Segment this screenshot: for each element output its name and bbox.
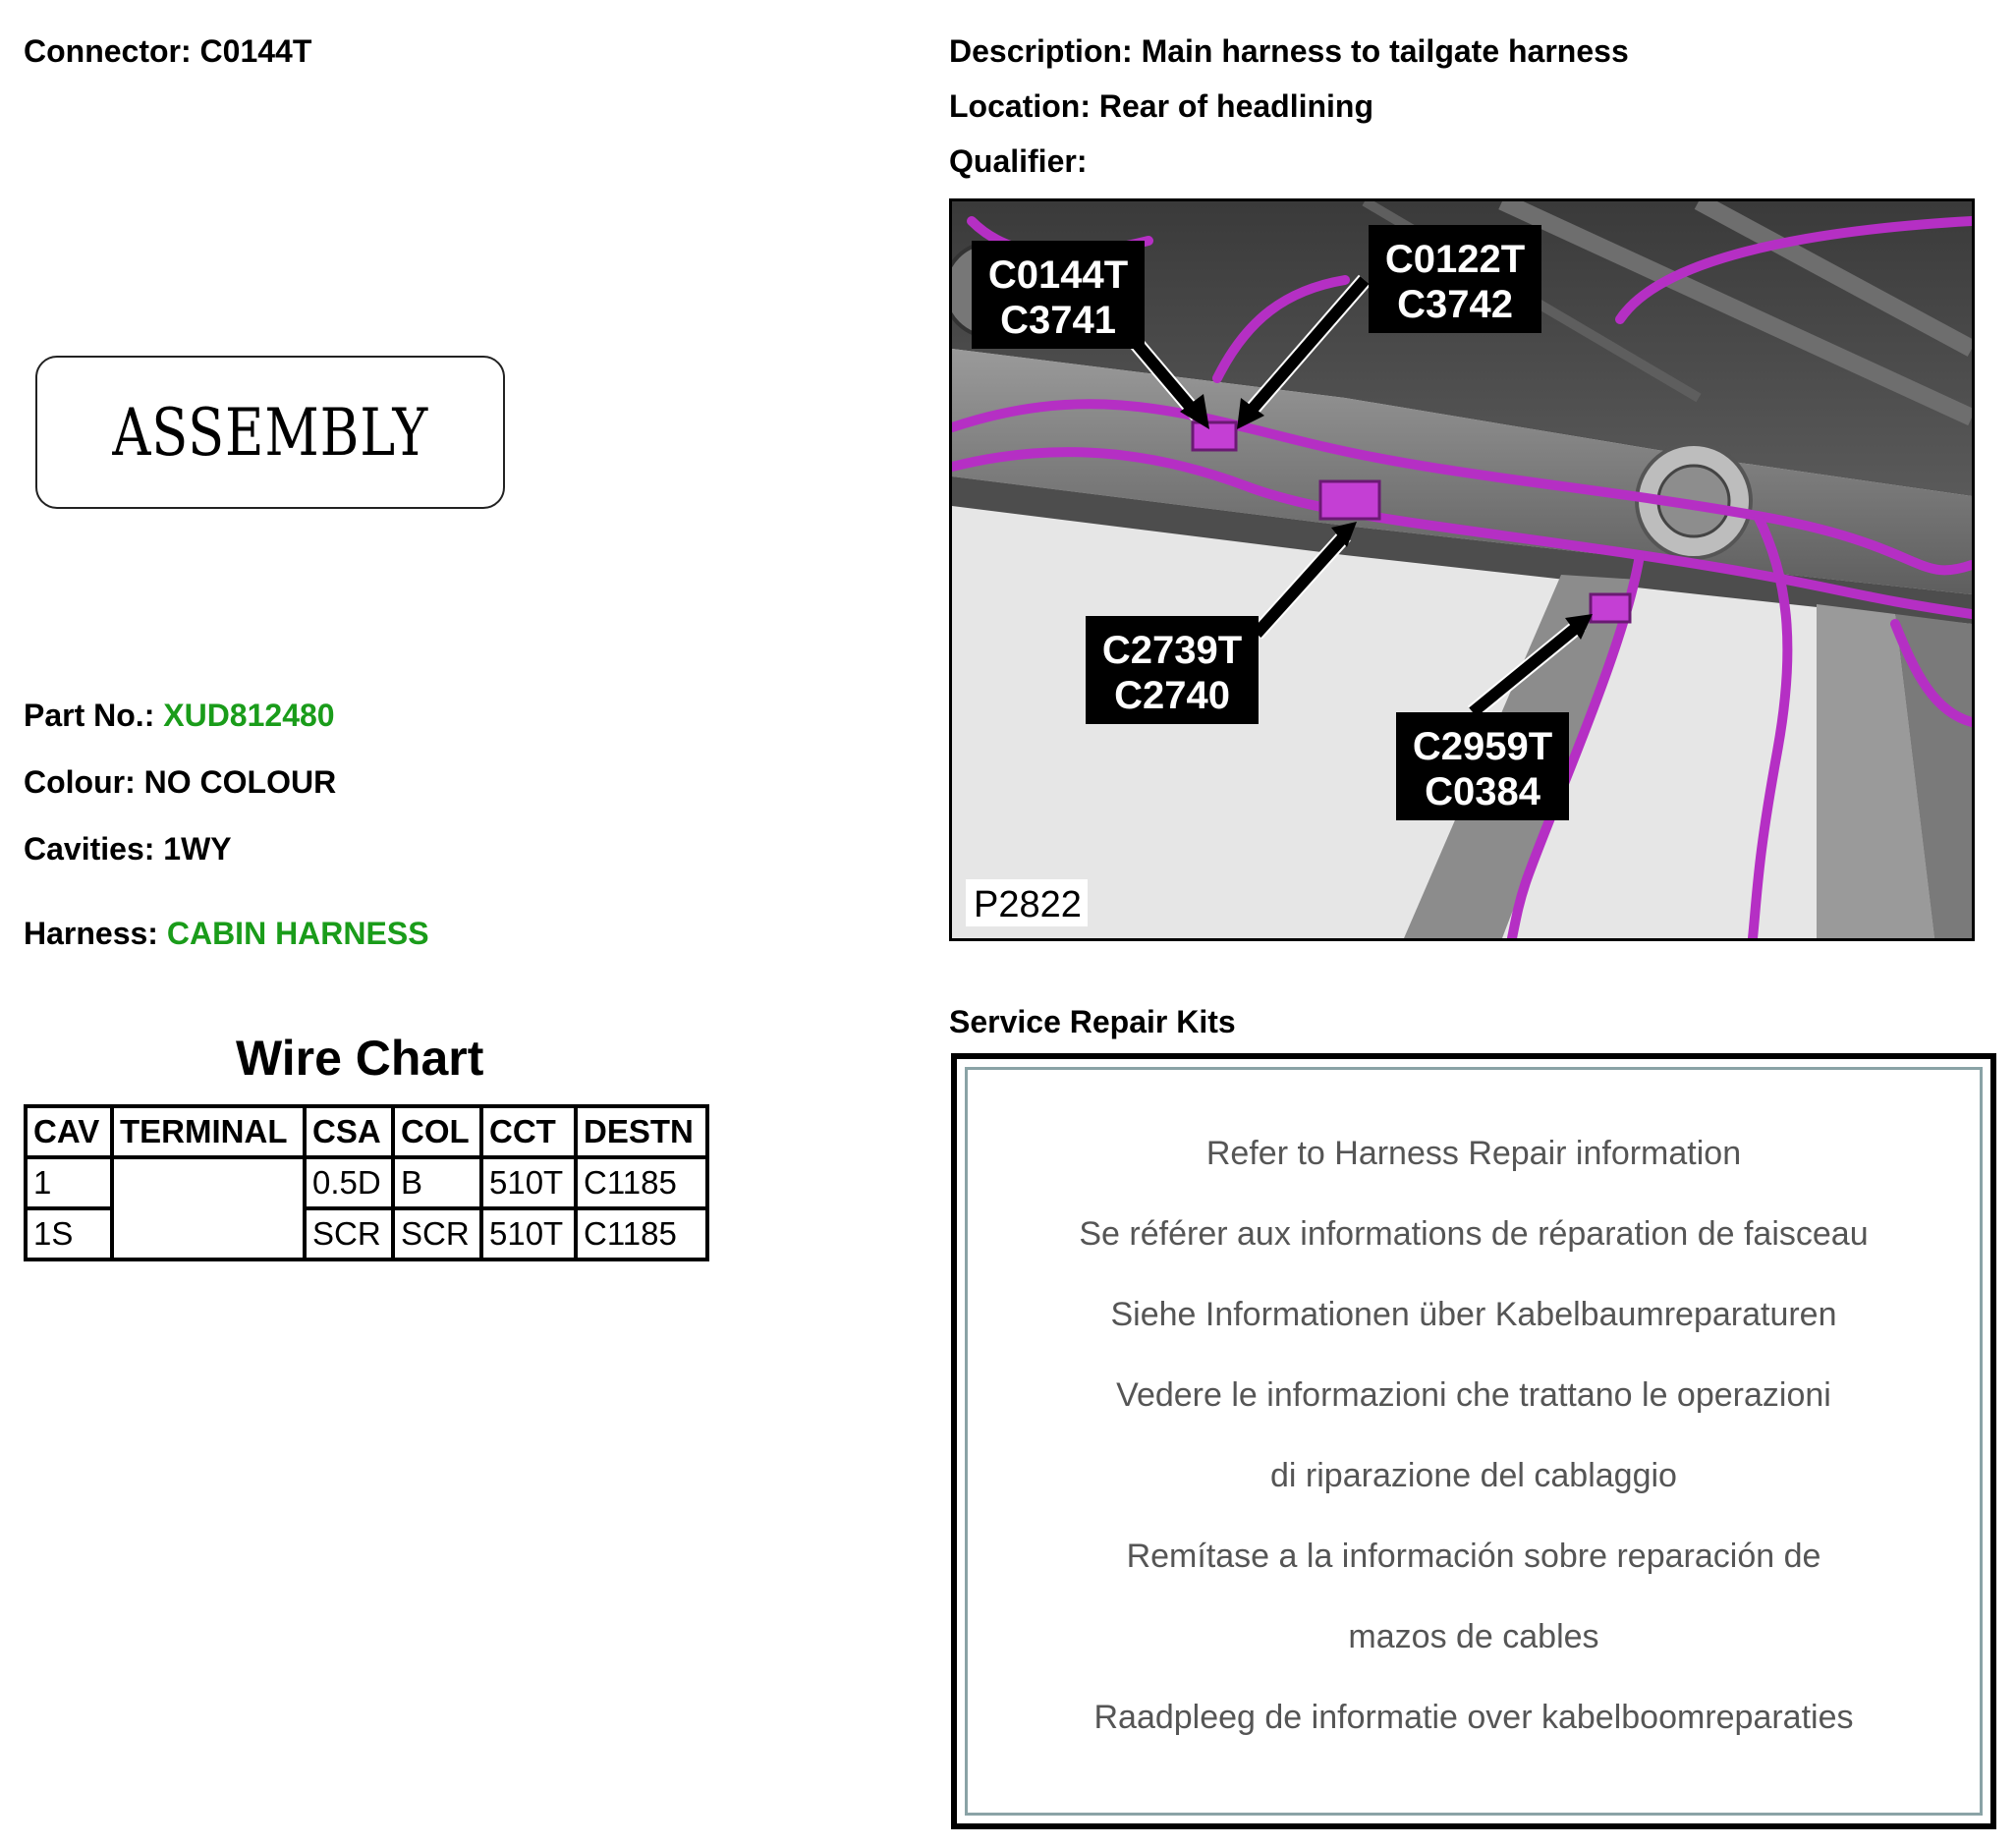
callout-label: C0384 [1425, 770, 1540, 813]
callout-label: C2739T [1101, 629, 1243, 672]
callout-label: C2740 [1114, 674, 1230, 717]
connector-value: C0144T [199, 33, 312, 69]
colour-value: NO COLOUR [143, 764, 337, 800]
wire-chart-header-row [26, 1106, 707, 1157]
callout-c2739t [1086, 616, 1259, 724]
assembly-box [35, 356, 505, 509]
connector-c0144t [1193, 422, 1236, 450]
harness-field [24, 914, 429, 953]
kit-line: di riparazione del cablaggio [1270, 1457, 1677, 1494]
callout-c2959t [1396, 712, 1569, 820]
callout-label: C0144T [987, 253, 1129, 297]
qualifier-field [949, 141, 1087, 181]
callout-c0144t [972, 241, 1145, 349]
connector-label: Connector: [24, 33, 192, 69]
cavities-field [24, 829, 232, 868]
kit-line: Siehe Informationen über Kabelbaumreparaturen [1110, 1296, 1837, 1333]
service-repair-kits-panel [951, 1053, 1996, 1829]
diagram-illustration [952, 201, 1972, 938]
part-no-label: Part No.: [24, 698, 155, 733]
connector-location-diagram [949, 198, 1975, 941]
description-label: Description: [949, 33, 1133, 69]
callout-label: C2959T [1412, 725, 1553, 768]
kit-line: Refer to Harness Repair information [1205, 1135, 1742, 1172]
callout-label: C3742 [1397, 283, 1513, 326]
cell-destn: C1185 [576, 1208, 707, 1259]
location-label: Location: [949, 88, 1091, 124]
header-terminal: TERMINAL [112, 1106, 305, 1157]
assembly-label: ASSEMBLY [112, 394, 428, 471]
harness-link[interactable]: CABIN HARNESS [166, 916, 429, 951]
location-field [949, 86, 1373, 126]
wire-chart-table [24, 1104, 709, 1261]
cell-destn: C1185 [576, 1157, 707, 1208]
callout-label: C0122T [1384, 238, 1526, 281]
connector-field [24, 31, 311, 71]
cell-cav: 1 [26, 1157, 112, 1208]
qualifier-label: Qualifier: [949, 143, 1088, 179]
location-value: Rear of headlining [1098, 88, 1374, 124]
description-field [949, 31, 1629, 71]
connector-c2959t [1591, 594, 1630, 622]
cell-terminal [112, 1157, 305, 1259]
cell-col: B [393, 1157, 481, 1208]
harness-label: Harness: [24, 916, 158, 951]
cell-cct: 510T [481, 1157, 576, 1208]
colour-label: Colour: [24, 764, 136, 800]
kit-line: mazos de cables [1348, 1618, 1599, 1655]
cell-csa: 0.5D [305, 1157, 393, 1208]
kit-line: Remítase a la información sobre reparación de [1126, 1538, 1821, 1575]
header-csa: CSA [305, 1106, 393, 1157]
kit-line: Raadpleeg de informatie over kabelboomreparaties [1093, 1699, 1854, 1736]
header-cct: CCT [481, 1106, 576, 1157]
part-no-field [24, 696, 335, 735]
table-row [26, 1157, 707, 1208]
figure-id: P2822 [974, 884, 1082, 925]
cell-csa: SCR [305, 1208, 393, 1259]
service-repair-kits-content [965, 1067, 1983, 1816]
cell-cct: 510T [481, 1208, 576, 1259]
callout-label: C3741 [1000, 299, 1116, 342]
description-value: Main harness to tailgate harness [1141, 33, 1629, 69]
wire-chart-title: Wire Chart [236, 1031, 484, 1086]
header-col: COL [393, 1106, 481, 1157]
kit-line: Vedere le informazioni che trattano le operazioni [1116, 1376, 1831, 1414]
connector-c2739t [1320, 481, 1379, 519]
part-no-link[interactable]: XUD812480 [163, 698, 335, 733]
service-repair-kits-title: Service Repair Kits [949, 1004, 1236, 1039]
cavities-label: Cavities: [24, 831, 155, 867]
cell-cav: 1S [26, 1208, 112, 1259]
header-destn: DESTN [576, 1106, 707, 1157]
kit-line: Se référer aux informations de réparation de faisceau [1079, 1215, 1869, 1253]
callout-c0122t [1369, 225, 1541, 333]
cavities-value: 1WY [163, 831, 232, 867]
cell-col: SCR [393, 1208, 481, 1259]
header-cav: CAV [26, 1106, 112, 1157]
colour-field [24, 762, 336, 802]
